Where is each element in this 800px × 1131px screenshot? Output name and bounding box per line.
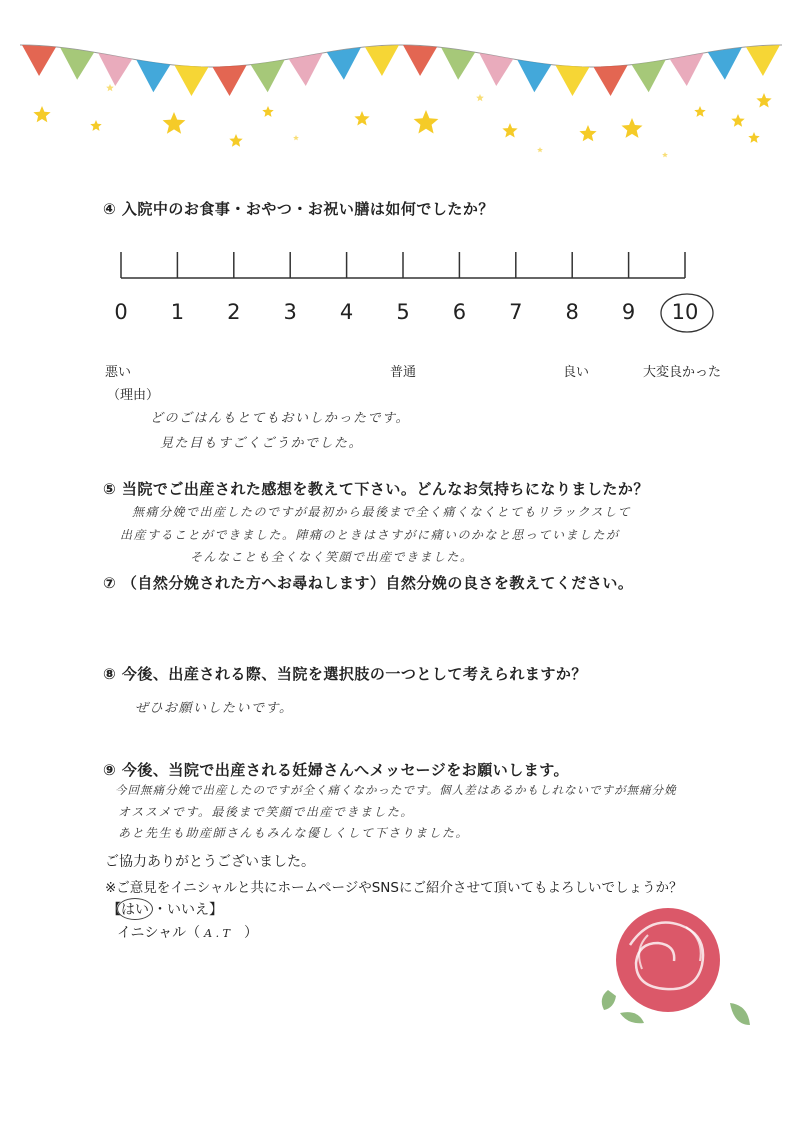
initial-close: ） <box>243 925 258 941</box>
options-separator: ・ <box>153 902 167 918</box>
thanks-text: ご協力ありがとうございました。 <box>105 854 315 870</box>
initial-row <box>117 922 258 942</box>
scale-label-bad: 悪い <box>105 365 132 380</box>
scale-label-good: 良い <box>563 365 590 380</box>
question-9: ⑨ 今後、当院で出産される妊婦さんへメッセージをお願いします。 <box>103 761 570 779</box>
consent-options <box>107 899 223 919</box>
scale-tick-label[interactable]: 10 <box>671 300 699 324</box>
scale-tick-label[interactable]: 6 <box>452 300 467 324</box>
scale-tick-label[interactable]: 4 <box>339 300 354 324</box>
option-no[interactable]: いいえ <box>167 902 209 918</box>
options-close-bracket: 】 <box>209 902 223 918</box>
scale-tick-label[interactable]: 0 <box>114 300 128 324</box>
question-7: ⑦ （自然分娩された方へお尋ねします）自然分娩の良さを教えてください。 <box>103 574 634 592</box>
scale-tick-label[interactable]: 1 <box>170 300 185 324</box>
initial-value[interactable]: A . T <box>204 927 230 940</box>
q4-answer-line: どのごはんもとてもおいしかったです。 <box>150 411 410 426</box>
scale-tick-label[interactable]: 5 <box>396 300 410 324</box>
q5-answer-line: 出産することができました。陣痛のときはさすがに痛いのかなと思っていましたが <box>120 528 620 542</box>
scale-label-normal: 普通 <box>390 365 417 380</box>
leaf-left <box>602 990 616 1010</box>
consent-question: ※ご意見をイニシャルと共にホームページやSNSにご紹介させて頂いてもよろしいでしょうか？ <box>105 880 683 896</box>
scale-tick-label[interactable]: 2 <box>227 300 241 324</box>
scale-tick-label[interactable]: 8 <box>565 300 579 324</box>
q5-answer-line: 無痛分娩で出産したのですが最初から最後まで全く痛くなくとてもリラックスして <box>132 505 632 519</box>
question-4: ④ 入院中のお食事・おやつ・お祝い膳は如何でしたか？ <box>103 200 494 218</box>
scale-label-very-good: 大変良かった <box>643 365 722 380</box>
q4-answer-line: 見た目もすごくごうかでした。 <box>160 436 364 451</box>
leaf-right <box>730 1003 750 1025</box>
options-open-bracket: 【 <box>107 902 121 918</box>
q9-answer-line: オススメです。最後まで笑顔で出産できました。 <box>118 805 414 819</box>
option-yes[interactable]: はい <box>117 898 153 920</box>
leaf-bottom <box>620 1012 644 1023</box>
rose-illustration <box>590 895 760 1045</box>
scale-tick-label[interactable]: 3 <box>283 300 297 324</box>
q5-answer-line: そんなことも全くなく笑顔で出産できました。 <box>190 550 474 564</box>
question-5: ⑤ 当院でご出産された感想を教えて下さい。どんなお気持ちになりましたか？ <box>103 480 649 498</box>
q9-answer-line: 今回無痛分娩で出産したのですが全く痛くなかったです。個人差はあるかもしれないですが無痛分娩 <box>115 783 677 797</box>
scale-tick-label[interactable]: 9 <box>621 300 636 324</box>
q9-answer-line: あと先生も助産師さんもみんな優しくして下さりました。 <box>118 826 470 840</box>
q8-answer-line: ぜひお願いしたいです。 <box>135 701 294 716</box>
scale-tick-label[interactable]: 7 <box>509 300 523 324</box>
reason-label: （理由） <box>107 388 160 403</box>
initial-label: イニシャル（ <box>117 925 201 941</box>
question-8: ⑧ 今後、出産される際、当院を選択肢の一つとして考えられますか？ <box>103 665 587 683</box>
